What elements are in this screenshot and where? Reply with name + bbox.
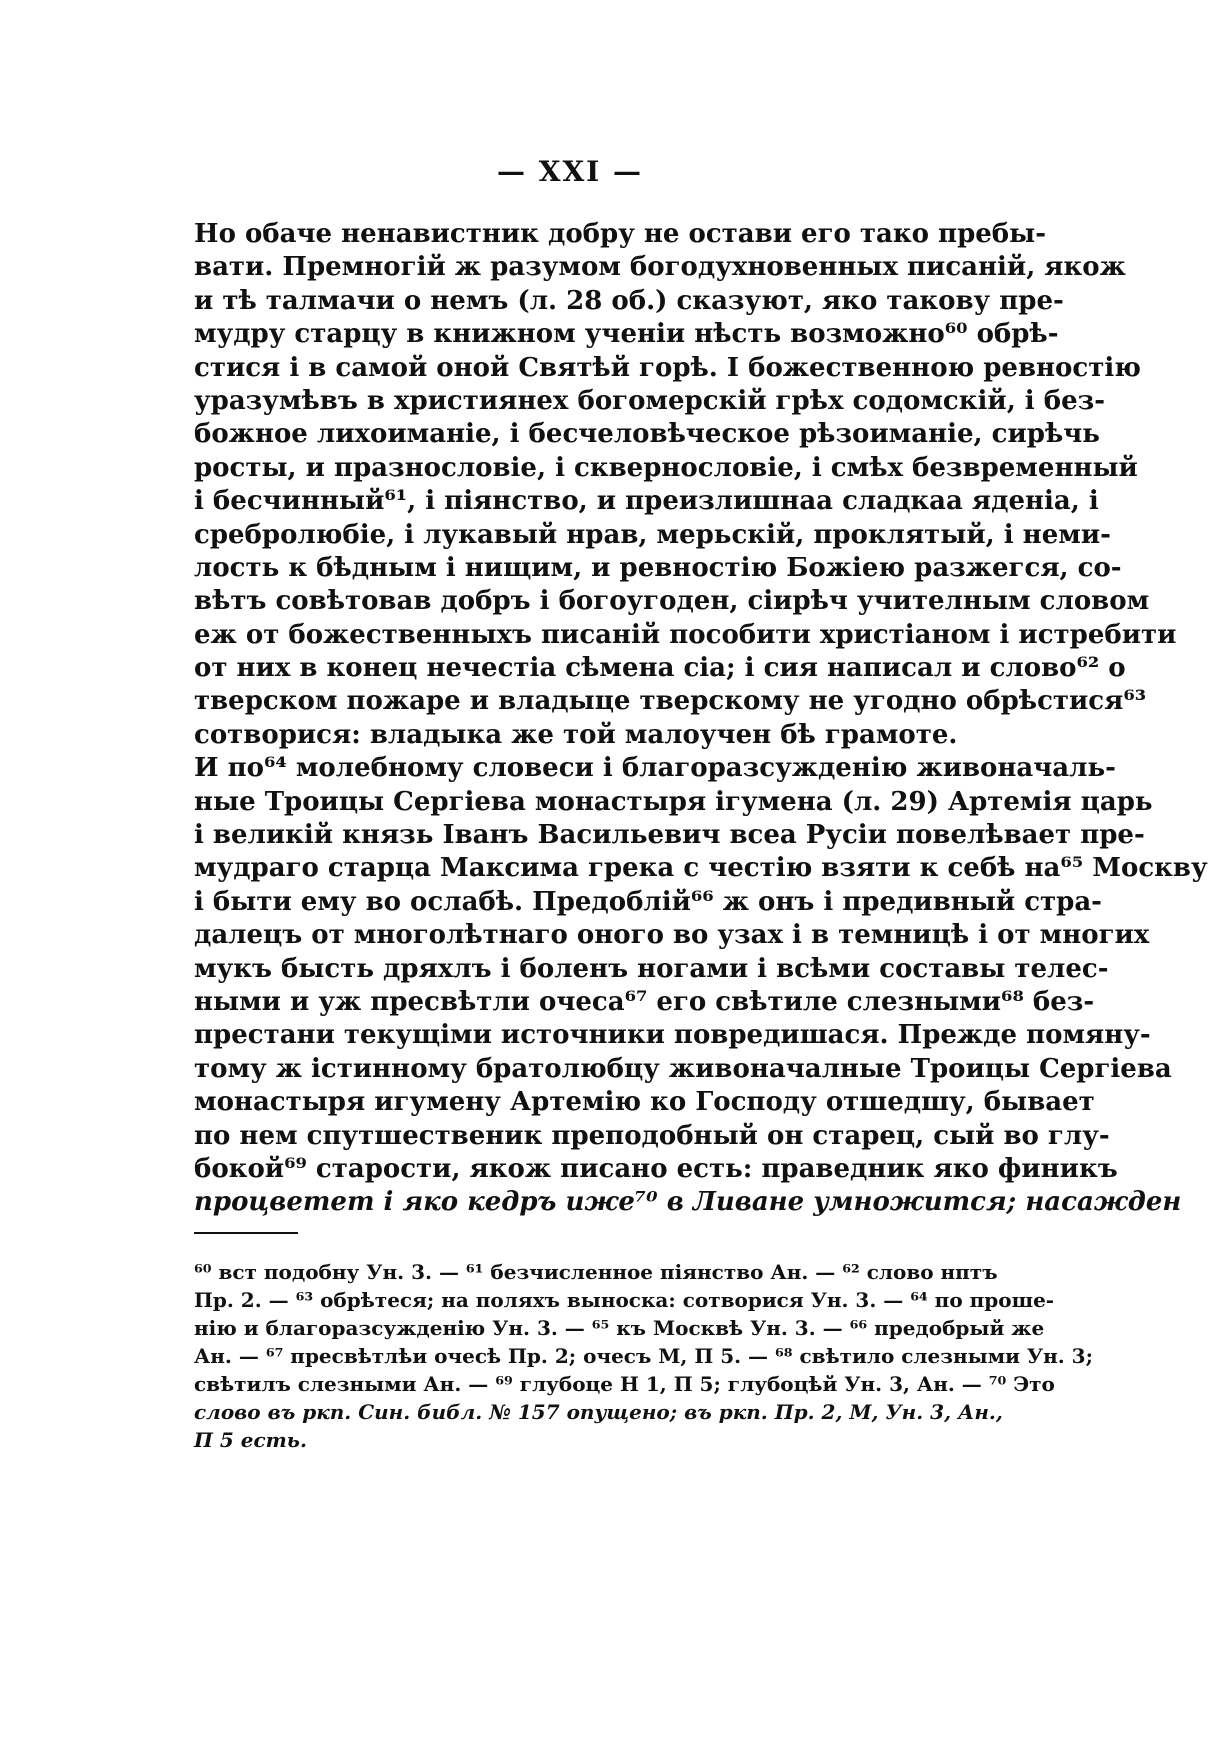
text-line: мудру старцу в книжном ученіи нѣсть возможно⁶⁰ обрѣ- (194, 319, 1059, 350)
text-line: Но обаче ненавистник добру не остави его тако пребы- (194, 219, 1046, 249)
text-line: по нем спутшественик преподобный он старец, сый во глу- (194, 1120, 1110, 1151)
footnote-line: Ан. — ⁶⁷ пресвѣтлѣи очесѣ Пр. 2; очесъ М, П 5. — ⁶⁸ свѣтило слезными Ун. 3; (194, 1344, 1093, 1368)
page-number-header: — XXI — (496, 155, 644, 188)
text-line: от них в конец нечестіа сѣмена сіа; і сия написал и слово⁶² о (194, 653, 1126, 684)
text-line: мудраго старца Максима грека с честію взяти к себѣ на⁶⁵ Москву (194, 853, 1208, 884)
text-line: сребролюбіе, і лукавый нрав, мерьскій, проклятый, і неми- (194, 519, 1111, 550)
text-line-quotation: процветет і яко кедръ иже⁷⁰ в Ливане умножится; насажден (194, 1187, 1182, 1218)
text-line: уразумѣвъ в християнех богомерскій грѣх содомскій, і без- (194, 385, 1106, 416)
text-line: далецъ от многолѣтнаго оного во узах і в темницѣ і от многих (194, 920, 1150, 951)
text-line: і великій князь Іванъ Васильевич всеа Русіи повелѣвает пре- (194, 820, 1145, 851)
text-line: вати. Премногій ж разумом богодухновенных писаній, якож (194, 252, 1126, 283)
text-line: стися і в самой оной Святѣй горѣ. І божественною ревностію (194, 352, 1141, 383)
footnote-line: ⁶⁰ вст подобну Ун. 3. — ⁶¹ безчисленное піянство Ан. — ⁶² слово нптъ (194, 1260, 998, 1284)
footnote-line: слово въ ркп. Син. библ. № 157 опущено; въ ркп. Пр. 2, М, Ун. 3, Ан., (194, 1400, 1003, 1424)
text-line: еж от божественныхъ писаній пособити христіаном і истребити (194, 619, 1177, 650)
text-line: і бесчинный⁶¹, і піянство, и преизлишнаа сладкаа яденіа, і (194, 486, 1099, 517)
text-line: божное лихоиманіе, і бесчеловѣческое рѣзоиманіе, сирѣчь (194, 419, 1100, 450)
text-line: і быти ему во ослабѣ. Предоблій⁶⁶ ж онъ і предивный стра- (194, 886, 1102, 917)
text-line: тверском пожаре и владыце тверскому не угодно обрѣстися⁶³ (194, 686, 1147, 717)
text-line: мукъ бысть дряхлъ і боленъ ногами і всѣми составы телес- (194, 953, 1109, 984)
footnotes-block (194, 1258, 1093, 1454)
text-line: тому ж істинному братолюбцу живоначалные Троицы Сергіева (194, 1053, 1172, 1084)
text-line-paragraph-end: сотворися: владыка же той малоучен бѣ грамоте. (194, 719, 958, 750)
footnote-line: свѣтилъ слезными Ан. — ⁶⁹ глубоце Н 1, П 5; глубоцѣй Ун. 3, Ан. — ⁷⁰ Это (194, 1372, 1055, 1396)
text-line: монастыря игумену Артемію ко Господу отшедшу, бывает (194, 1087, 1095, 1118)
text-line: ные Троицы Сергіева монастыря ігумена (л. 29) Артемія царь (194, 786, 1153, 817)
text-line: престани текущіми источники повредишася. Прежде помяну- (194, 1020, 1151, 1051)
text-line: вѣтъ совѣтовав добръ і богоугоден, сіирѣч учителным словом (194, 586, 1150, 617)
text-line-paragraph-start: И по⁶⁴ молебному словеси і благоразсужденію живоначаль- (194, 753, 1116, 784)
text-line: бокой⁶⁹ старости, якож писано есть: праведник яко финикъ (194, 1153, 1118, 1184)
text-line: росты, и празнословіе, і сквернословіе, і смѣх безвременный (194, 452, 1138, 483)
text-line: и тѣ талмачи о немъ (л. 28 об.) сказуют, яко такову пре- (194, 285, 1064, 316)
footnote-line: нію и благоразсужденію Ун. 3. — ⁶⁵ къ Москвѣ Ун. 3. — ⁶⁶ предобрый же (194, 1316, 1045, 1340)
text-line: ными и уж пресвѣтли очеса⁶⁷ его свѣтиле слезными⁶⁸ без- (194, 986, 1095, 1017)
footnote-line: Пр. 2. — ⁶³ обрѣтеся; на поляхъ выноска: сотворися Ун. 3. — ⁶⁴ по прошe- (194, 1288, 1055, 1312)
main-text-block (194, 218, 1208, 1220)
footnote-separator (194, 1232, 298, 1234)
text-line: лость к бѣдным і нищим, и ревностію Божіею разжегся, со- (194, 552, 1122, 583)
footnote-line: П 5 есть. (194, 1428, 307, 1452)
